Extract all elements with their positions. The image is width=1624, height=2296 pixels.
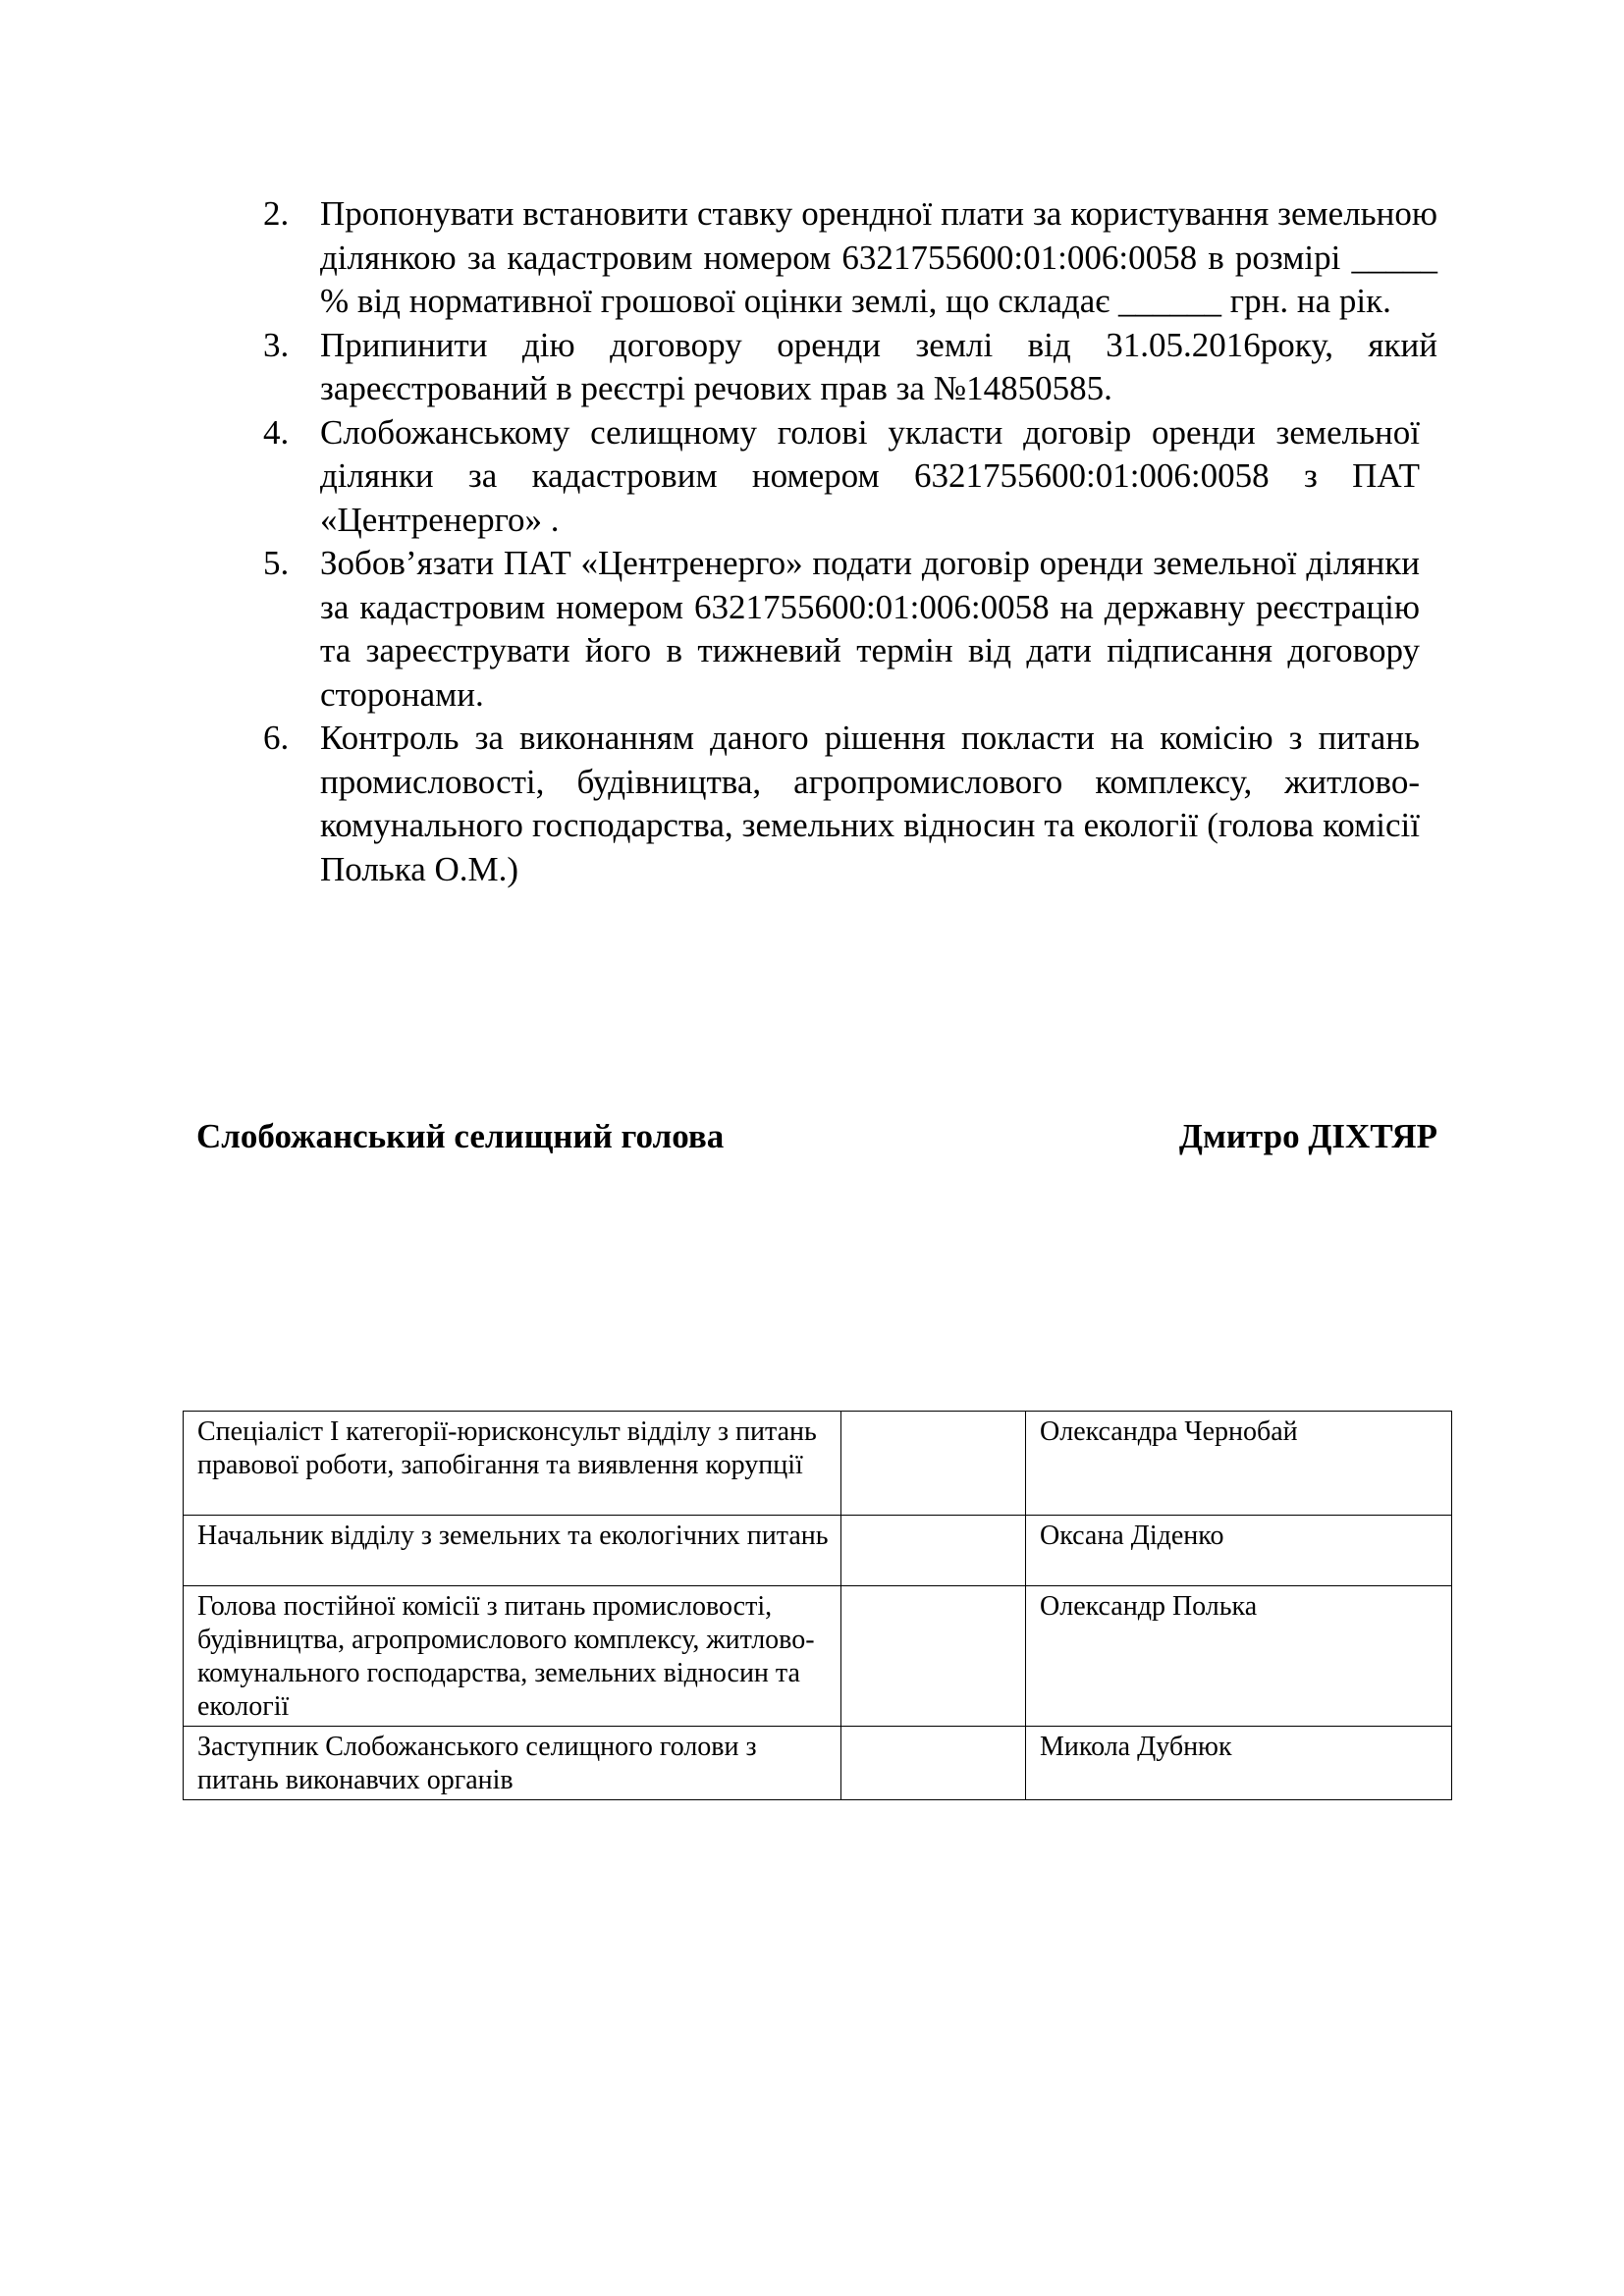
decision-item-number: 2. xyxy=(263,194,290,233)
approval-name: Олександр Полька xyxy=(1026,1586,1452,1727)
approval-row xyxy=(184,1586,1452,1727)
decision-item-text: Контроль за виконанням даного рішення покласти на комісію з питань промисловості, будівництва, агропромислового комплексу, житлово-комунального господарства, земельних відносин та екології (голова комісії Полька О.М.) xyxy=(320,719,1420,888)
signature-block xyxy=(196,1115,1437,1158)
decision-item-text: Зобов’язати ПАТ «Центренерго» подати договір оренди земельної ділянки за кадастровим номером 6321755600:01:006:0058 на державну реєстрацію та зареєструвати його в тижневий термін від дати підписання договору сторонами. xyxy=(320,544,1420,714)
approval-role: Спеціаліст І категорії-юрисконсульт відділу з питань правової роботи, запобігання та виявлення корупції xyxy=(184,1412,841,1516)
approval-table xyxy=(183,1411,1452,1800)
decision-item-number: 6. xyxy=(263,719,290,757)
approval-name: Олександра Чернобай xyxy=(1026,1412,1452,1516)
decision-item-number: 4. xyxy=(263,412,290,452)
signatory-position: Слобожанський селищний голова xyxy=(196,1117,725,1155)
approval-signature-cell xyxy=(841,1727,1026,1800)
decision-item-5 xyxy=(263,542,1437,717)
approval-signature-cell xyxy=(841,1516,1026,1586)
approval-name: Микола Дубнюк xyxy=(1026,1727,1452,1800)
decision-item-number: 3. xyxy=(263,325,290,364)
approval-signature-cell xyxy=(841,1412,1026,1516)
approval-role: Начальник відділу з земельних та екологічних питань xyxy=(184,1516,841,1586)
decision-items-list xyxy=(263,192,1437,891)
approval-row xyxy=(184,1412,1452,1516)
approval-row xyxy=(184,1516,1452,1586)
decision-item-3 xyxy=(263,324,1437,411)
decision-item-text: Припинити дію договору оренди землі від 31.05.2016року, який зареєстрований в реєстрі речових прав за №14850585. xyxy=(320,325,1437,407)
decision-item-6 xyxy=(263,717,1437,891)
approval-role: Заступник Слобожанського селищного голови з питань виконавчих органів xyxy=(184,1727,841,1800)
signatory-name: Дмитро ДІХТЯР xyxy=(1178,1117,1437,1155)
decision-item-text: Слобожанському селищному голові укласти договір оренди земельної ділянки за кадастровим номером 6321755600:01:006:0058 з ПАТ «Центренерго» . xyxy=(320,412,1420,539)
approval-role: Голова постійної комісії з питань промисловості, будівництва, агропромислового комплексу, житлово-комунального господарства, земельних відносин та екології xyxy=(184,1586,841,1727)
decision-item-number: 5. xyxy=(263,544,290,582)
decision-item-4 xyxy=(263,411,1437,543)
approval-name: Оксана Діденко xyxy=(1026,1516,1452,1586)
approval-row xyxy=(184,1727,1452,1800)
decision-item-2 xyxy=(263,192,1437,324)
approval-signature-cell xyxy=(841,1586,1026,1727)
decision-item-text: Пропонувати встановити ставку орендної плати за користування земельною ділянкою за кадастровим номером 6321755600:01:006:0058 в розмірі _____ % від нормативної грошової оцінки землі, що складає ______ грн. на рік. xyxy=(320,194,1437,320)
